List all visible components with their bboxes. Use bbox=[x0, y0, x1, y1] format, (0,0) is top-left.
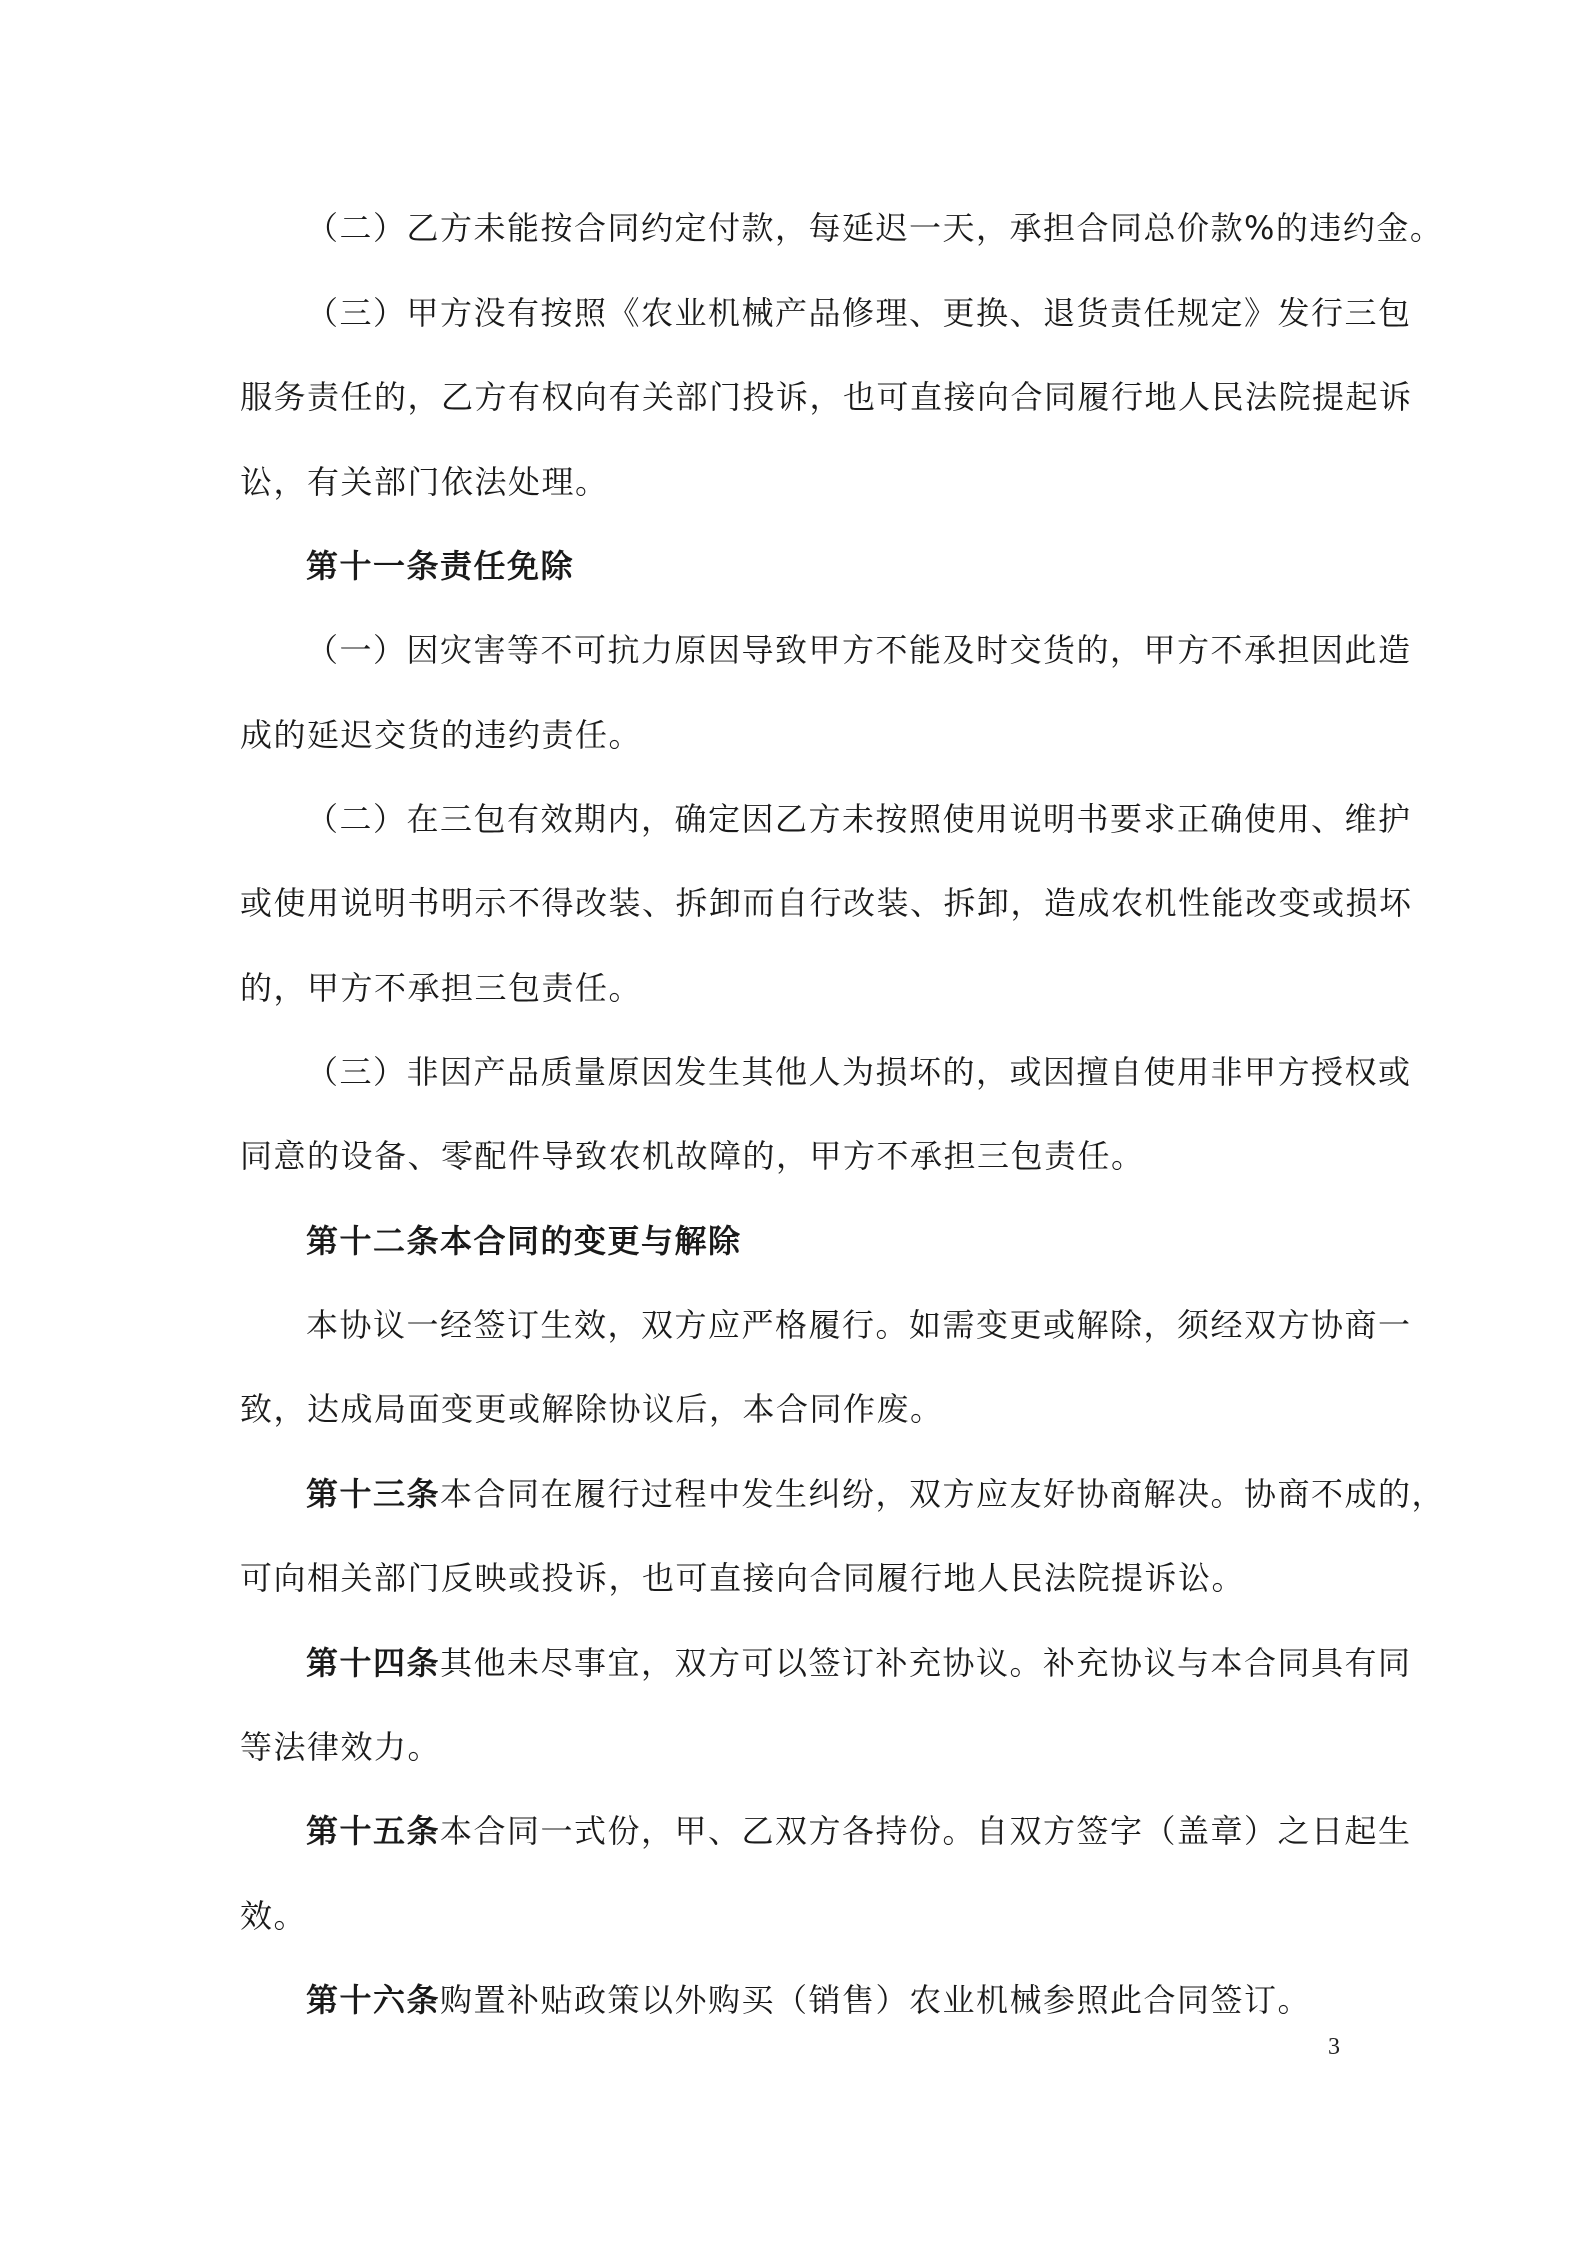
paragraph-line: 等法律效力。 bbox=[240, 1728, 442, 1766]
paragraph-line: 效。 bbox=[240, 1897, 308, 1935]
section-heading: 第十一条责任免除 bbox=[306, 547, 575, 585]
paragraph-line: （二）乙方未能按合同约定付款，每延迟一天，承担合同总价款%的违约金。 bbox=[306, 209, 1444, 247]
paragraph-line: 第十六条购置补贴政策以外购买（销售）农业机械参照此合同签订。 bbox=[306, 1981, 1312, 2019]
paragraph-line: 同意的设备、零配件导致农机故障的，甲方不承担三包责任。 bbox=[240, 1137, 1145, 1175]
section-heading: 第十二条本合同的变更与解除 bbox=[306, 1222, 742, 1260]
paragraph-line: 本协议一经签订生效，双方应严格履行。如需变更或解除，须经双方协商一 bbox=[306, 1306, 1412, 1344]
paragraph-line: 或使用说明书明示不得改装、拆卸而自行改装、拆卸，造成农机性能改变或损坏 bbox=[240, 884, 1413, 922]
paragraph-line: 可向相关部门反映或投诉，也可直接向合同履行地人民法院提诉讼。 bbox=[240, 1559, 1246, 1597]
paragraph-line: 第十三条本合同在履行过程中发生纠纷，双方应友好协商解决。协商不成的， bbox=[306, 1475, 1446, 1513]
paragraph-line: （一）因灾害等不可抗力原因导致甲方不能及时交货的，甲方不承担因此造 bbox=[306, 631, 1412, 669]
page-number: 3 bbox=[1328, 2034, 1340, 2060]
article-number: 第十六条 bbox=[306, 1981, 441, 2019]
paragraph-line: 服务责任的，乙方有权向有关部门投诉，也可直接向合同履行地人民法院提起诉 bbox=[240, 378, 1413, 416]
paragraph-line: （三）非因产品质量原因发生其他人为损坏的，或因擅自使用非甲方授权或 bbox=[306, 1053, 1412, 1091]
article-number: 第十四条 bbox=[306, 1644, 441, 1682]
article-number: 第十三条 bbox=[306, 1475, 441, 1513]
paragraph-line: （二）在三包有效期内，确定因乙方未按照使用说明书要求正确使用、维护 bbox=[306, 800, 1412, 838]
paragraph-line: 致，达成局面变更或解除协议后，本合同作废。 bbox=[240, 1390, 944, 1428]
paragraph-line: （三）甲方没有按照《农业机械产品修理、更换、退货责任规定》发行三包 bbox=[306, 294, 1412, 332]
paragraph-line: 第十五条本合同一式份，甲、乙双方各持份。自双方签字（盖章）之日起生 bbox=[306, 1812, 1412, 1850]
paragraph-line: 讼，有关部门依法处理。 bbox=[240, 463, 609, 501]
paragraph-line: 的，甲方不承担三包责任。 bbox=[240, 969, 643, 1007]
paragraph-line: 成的延迟交货的违约责任。 bbox=[240, 716, 643, 754]
article-number: 第十五条 bbox=[306, 1812, 441, 1850]
paragraph-line: 第十四条其他未尽事宜，双方可以签订补充协议。补充协议与本合同具有同 bbox=[306, 1644, 1412, 1682]
